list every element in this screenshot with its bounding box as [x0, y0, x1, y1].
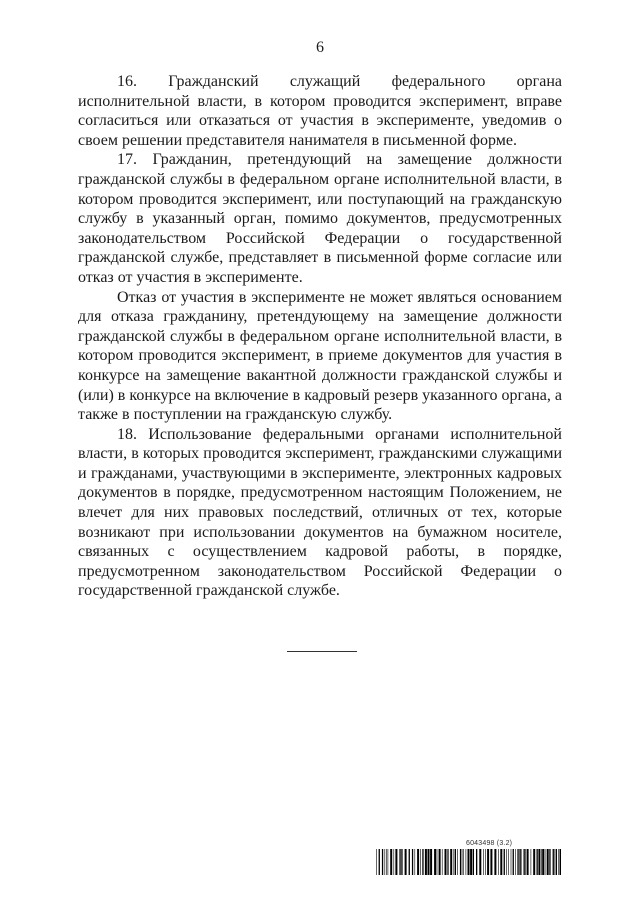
barcode-bar: [506, 849, 507, 875]
barcode-bar: [409, 849, 410, 875]
barcode-bar: [545, 849, 546, 875]
page-number: 6: [316, 39, 324, 56]
barcode-bar: [515, 849, 516, 875]
barcode-bar: [508, 849, 509, 875]
barcode-bar: [560, 849, 562, 875]
closing-rule: [287, 651, 357, 652]
barcode-bar: [517, 849, 518, 875]
barcode-bar: [447, 849, 448, 875]
barcode-bar: [553, 849, 554, 875]
barcode-bar: [483, 849, 484, 875]
barcode-bar: [448, 849, 449, 875]
barcode-icon: [376, 849, 561, 875]
barcode-bar: [420, 849, 421, 875]
barcode-bar: [417, 849, 419, 875]
barcode-bar: [542, 849, 544, 875]
barcode-bar: [537, 849, 538, 875]
barcode-bar: [405, 849, 407, 875]
barcode-bar: [460, 849, 461, 875]
barcode-bar: [555, 849, 556, 875]
barcode-bar: [547, 849, 549, 875]
barcode-bar: [504, 849, 505, 875]
barcode-bar: [428, 849, 430, 875]
barcode-bar: [473, 849, 474, 875]
barcode-bar: [434, 849, 436, 875]
barcode-bar: [412, 849, 413, 875]
barcode-bar: [513, 849, 514, 875]
barcode-bar: [379, 849, 380, 875]
barcode-bar: [454, 849, 455, 875]
barcode-label: 6043498 (3.2): [466, 840, 513, 847]
barcode-bar: [450, 849, 452, 875]
barcode-bar: [479, 849, 481, 875]
barcode-bar: [525, 849, 526, 875]
barcode-bar: [394, 849, 395, 875]
barcode-bar: [385, 849, 386, 875]
barcode-bar: [556, 849, 557, 875]
barcode-bar: [430, 849, 432, 875]
barcode-bar: [376, 849, 377, 875]
barcode-bar: [415, 849, 416, 875]
barcode-bar: [462, 849, 463, 875]
barcode-bar: [538, 849, 540, 875]
barcode-bar: [549, 849, 550, 875]
barcode-bar: [487, 849, 489, 875]
barcode-bar: [422, 849, 423, 875]
barcode-bar: [524, 849, 525, 875]
barcode-bar: [442, 849, 443, 875]
barcode-bar: [494, 849, 496, 875]
barcode-bar: [437, 849, 438, 875]
barcode-bar: [386, 849, 387, 875]
barcode-bar: [439, 849, 441, 875]
barcode-bar: [518, 849, 519, 875]
paragraph-16: 16. Гражданский служащий федерального органа исполнительной власти, в котором проводится эксперимент, вправе согласиться или отказаться от участия в эксперименте, уведомив о своем решении представителя нанимателя в письменной форме.: [78, 73, 562, 149]
barcode-bar: [395, 849, 397, 875]
barcode-bar: [457, 849, 458, 875]
barcode-bar: [470, 849, 472, 875]
barcode-bar: [466, 849, 467, 875]
barcode-bar: [520, 849, 521, 875]
barcode-bar: [558, 849, 559, 875]
barcode-bar: [455, 849, 456, 875]
barcode-bar: [468, 849, 470, 875]
barcode-bar: [445, 849, 447, 875]
barcode-bar: [527, 849, 529, 875]
barcode-bar: [463, 849, 464, 875]
barcode-bar: [476, 849, 477, 875]
barcode-bar: [425, 849, 427, 875]
barcode-bar: [541, 849, 542, 875]
barcode-bar: [531, 849, 532, 875]
barcode-bar: [533, 849, 535, 875]
barcode-bar: [401, 849, 402, 875]
paragraph-refusal: Отказ от участия в эксперименте не может являться основанием для отказа гражданину, претендующему на замещение должности гражданской службы в федеральном органе исполнительной власти, в котором проводится эксперимент, в приеме документов для участия в конкурсе на замещение вакантной должности гражданской службы и (или) в конкурсе на включение в кадровый резерв указанного органа, а также в поступлении на гражданскую службу.: [78, 288, 562, 424]
barcode-bar: [382, 849, 383, 875]
document-body: [78, 72, 562, 601]
barcode-bar: [390, 849, 392, 875]
barcode-bar: [490, 849, 492, 875]
barcode-bar: [511, 849, 512, 875]
paragraph-18: 18. Использование федеральными органами исполнительной власти, в которых проводится эксперимент, гражданскими служащими и гражданами, участвующими в эксперименте, электронных кадровых документов в порядке, предусмотренном настоящим Положением, не влечет для них правовых последствий, отличных от тех, которые возникают при использовании документов на бумажном носителе, связанных с осуществлением кадровой работы, в порядке, предусмотренном законодательством Российской Федерации о государственной гражданской службе.: [78, 425, 562, 600]
barcode-bar: [498, 849, 499, 875]
barcode-bar: [485, 849, 486, 875]
barcode-bar: [500, 849, 502, 875]
paragraph-17: 17. Гражданин, претендующий на замещение должности гражданской службы в федеральном органе исполнительной власти, в котором проводится эксперимент, или поступающий на гражданскую службу в указанный орган, помимо документов, предусмотренных законодательством Российской Федерации о государственной гражданской службе, представляет в письменной форме согласие или отказ от участия в эксперименте.: [78, 151, 562, 286]
barcode-bar: [399, 849, 400, 875]
barcode-bar: [388, 849, 389, 875]
